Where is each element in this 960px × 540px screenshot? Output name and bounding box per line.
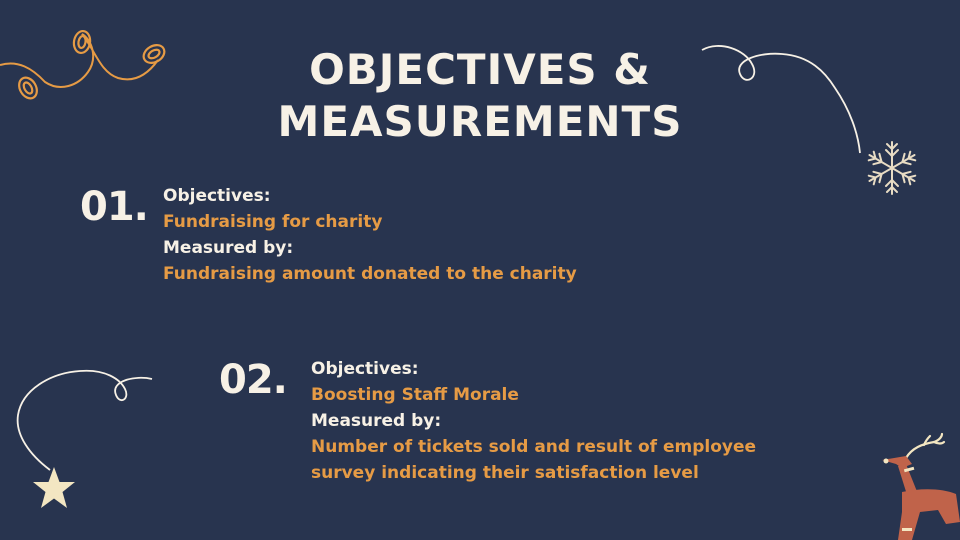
snowflake-icon (862, 138, 922, 198)
measured-label: Measured by: (163, 238, 294, 258)
reindeer-icon (872, 432, 960, 540)
item-number-01: 01. (80, 184, 148, 230)
title-line-1: OBJECTIVES & (309, 45, 651, 94)
title-line-2: MEASUREMENTS (277, 97, 683, 146)
star-icon (30, 465, 78, 511)
objectives-label: Objectives: (163, 186, 271, 206)
curly-line-icon (10, 365, 160, 475)
item-number-02: 02. (219, 357, 287, 403)
measured-label: Measured by: (311, 411, 442, 431)
objective-value: Boosting Staff Morale (311, 385, 519, 405)
objectives-label: Objectives: (311, 359, 419, 379)
objective-value: Fundraising for charity (163, 212, 383, 232)
curly-line-icon (700, 38, 870, 158)
measure-line: Fundraising amount donated to the charity (163, 264, 577, 284)
measure-line: Number of tickets sold and result of employee (311, 437, 757, 457)
item-block-02 (311, 356, 756, 486)
measure-line: survey indicating their satisfaction level (311, 463, 699, 483)
item-block-01 (163, 183, 577, 287)
string-lights-icon (0, 20, 175, 110)
